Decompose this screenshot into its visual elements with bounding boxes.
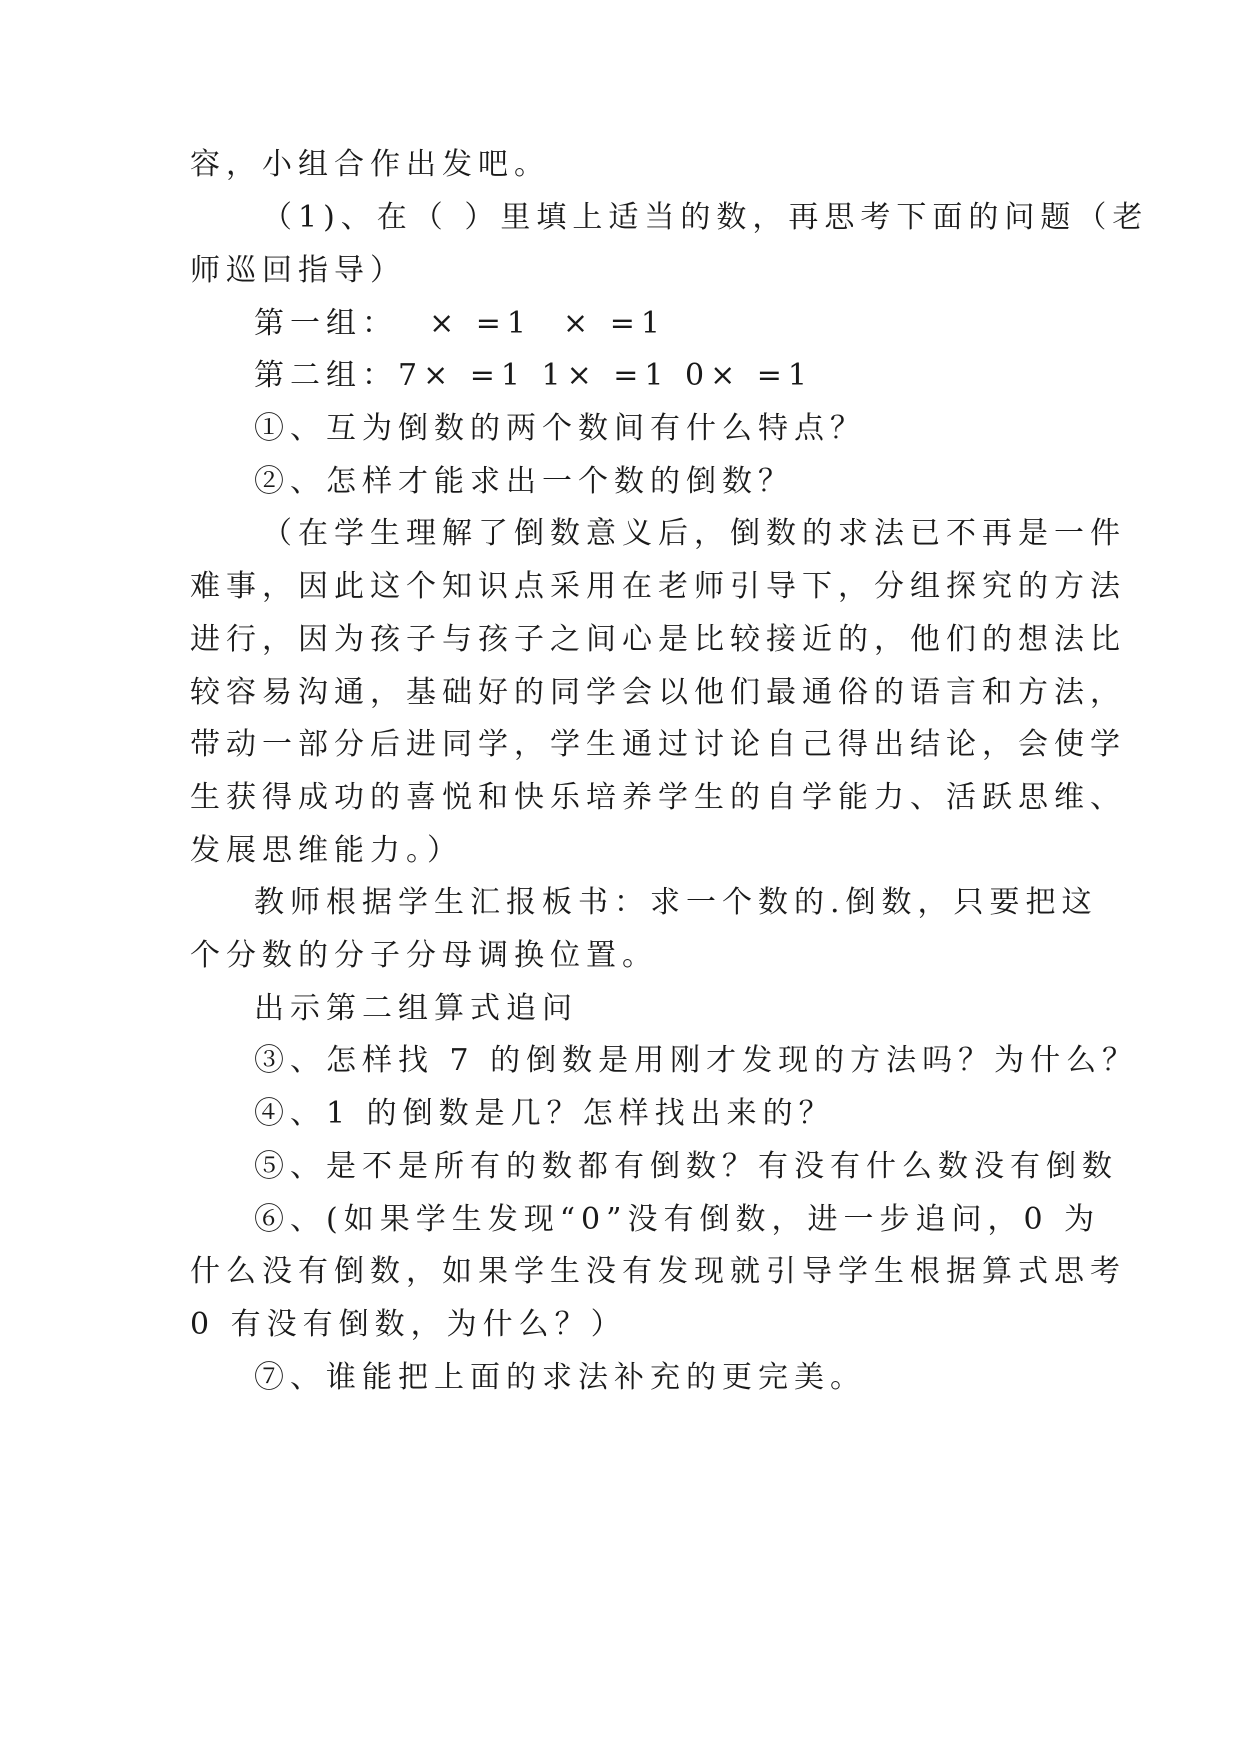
text-line: 生获得成功的喜悦和快乐培养学生的自学能力、活跃思维、 — [190, 780, 1126, 815]
text-line: 较容易沟通，基础好的同学会以他们最通俗的语言和方法， — [190, 675, 1126, 710]
text-line: ②、怎样才能求出一个数的倒数？ — [254, 464, 794, 499]
text-line: ④、1 的倒数是几？怎样找出来的？ — [254, 1096, 835, 1131]
text-line: 0 有没有倒数，为什么？） — [190, 1307, 627, 1342]
text-line: 出示第二组算式追问 — [254, 991, 578, 1026]
text-line: 什么没有倒数，如果学生没有发现就引导学生根据算式思考 — [190, 1254, 1126, 1289]
text-line: ⑦、谁能把上面的求法补充的更完美。 — [254, 1360, 866, 1395]
text-line: （在学生理解了倒数意义后，倒数的求法已不再是一件 — [262, 516, 1126, 551]
text-line: 教师根据学生汇报板书：求一个数的.倒数，只要把这 — [254, 885, 1098, 920]
text-line: ⑤、是不是所有的数都有倒数？有没有什么数没有倒数 — [254, 1149, 1118, 1184]
text-line: ⑥、(如果学生发现“0”没有倒数，进一步追问，0 为 — [254, 1202, 1101, 1237]
text-line: 个分数的分子分母调换位置。 — [190, 938, 658, 973]
text-line: （1)、在（ ）里填上适当的数，再思考下面的问题（老 — [262, 200, 1149, 235]
text-line: 进行，因为孩子与孩子之间心是比较接近的，他们的想法比 — [190, 622, 1126, 657]
text-line: 第一组： × =1 × =1 — [254, 306, 666, 341]
text-line: ③、怎样找 7 的倒数是用刚才发现的方法吗？为什么？ — [254, 1043, 1139, 1078]
text-line: 容，小组合作出发吧。 — [190, 147, 550, 182]
text-line: 发展思维能力。） — [190, 833, 463, 868]
text-line: 难事，因此这个知识点采用在老师引导下，分组探究的方法 — [190, 569, 1126, 604]
text-line: 带动一部分后进同学，学生通过讨论自己得出结论，会使学 — [190, 727, 1126, 762]
text-line: ①、互为倒数的两个数间有什么特点？ — [254, 411, 866, 446]
text-line: 师巡回指导） — [190, 253, 406, 288]
text-line: 第二组：7× =1 1× =1 0× =1 — [254, 358, 814, 393]
